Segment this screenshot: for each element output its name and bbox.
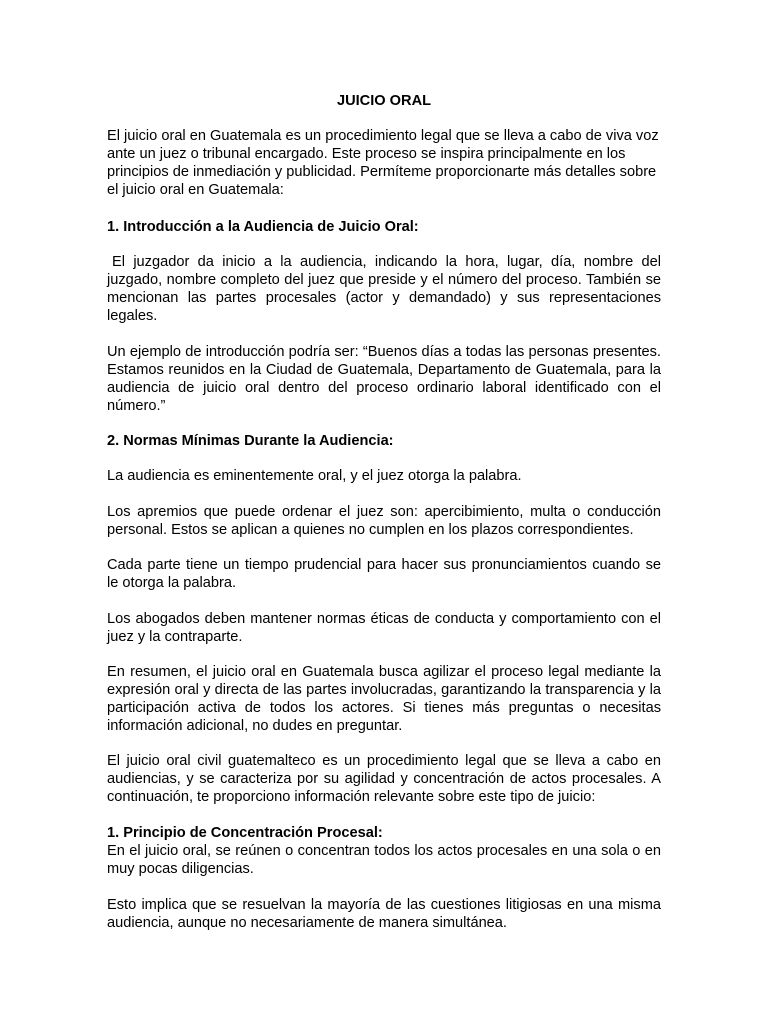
summary-paragraph: En resumen, el juicio oral en Guatemala busca agilizar el proceso legal mediante la expresión oral y directa de las partes involucradas, garantizando la transparencia y la participación activa de todos los actores. Si tienes más preguntas o necesitas información adicional, no dudes en preguntar. <box>107 664 661 734</box>
section2-paragraph-1: La audiencia es eminentemente oral, y el juez otorga la palabra. <box>107 468 522 484</box>
section-heading-normas: 2. Normas Mínimas Durante la Audiencia: <box>107 433 394 449</box>
section1-paragraph-1: El juzgador da inicio a la audiencia, indicando la hora, lugar, día, nombre del juzgado, nombre completo del juez que preside y el número del proceso. También se mencionan las partes procesales (actor y demandado) y sus representaciones legales. <box>107 254 661 324</box>
section-heading-concentracion: 1. Principio de Concentración Procesal: <box>107 825 383 841</box>
section3-paragraph-2: Esto implica que se resuelvan la mayoría de las cuestiones litigiosas en una misma audiencia, aunque no necesariamente de manera simultánea. <box>107 897 661 931</box>
civil-intro-paragraph: El juicio oral civil guatemalteco es un procedimiento legal que se lleva a cabo en audiencias, y se caracteriza por su agilidad y concentración de actos procesales. A continuación, te proporciono información relevante sobre este tipo de juicio: <box>107 753 661 805</box>
section3-paragraph-1: En el juicio oral, se reúnen o concentran todos los actos procesales en una sola o en muy pocas diligencias. <box>107 843 661 877</box>
document-title: JUICIO ORAL <box>336 93 432 109</box>
intro-paragraph: El juicio oral en Guatemala es un procedimiento legal que se lleva a cabo de viva voz ante un juez o tribunal encargado. Este proceso se inspira principalmente en los principios de inmediación y publicidad. Permíteme proporcionarte más detalles sobre el juicio oral en Guatemala: <box>107 128 659 198</box>
section-heading-introduccion: 1. Introducción a la Audiencia de Juicio Oral: <box>107 219 419 235</box>
section2-paragraph-4: Los abogados deben mantener normas éticas de conducta y comportamiento con el juez y la contraparte. <box>107 611 661 645</box>
section1-paragraph-2: Un ejemplo de introducción podría ser: “Buenos días a todas las personas presentes. Estamos reunidos en la Ciudad de Guatemala, Departamento de Guatemala, para la audiencia de juicio oral dentro del proceso ordinario laboral identificado con el número.” <box>107 344 661 414</box>
section2-paragraph-2: Los apremios que puede ordenar el juez son: apercibimiento, multa o conducción personal. Estos se aplican a quienes no cumplen en los plazos correspondientes. <box>107 504 661 538</box>
section2-paragraph-3: Cada parte tiene un tiempo prudencial para hacer sus pronunciamientos cuando se le otorga la palabra. <box>107 557 661 591</box>
